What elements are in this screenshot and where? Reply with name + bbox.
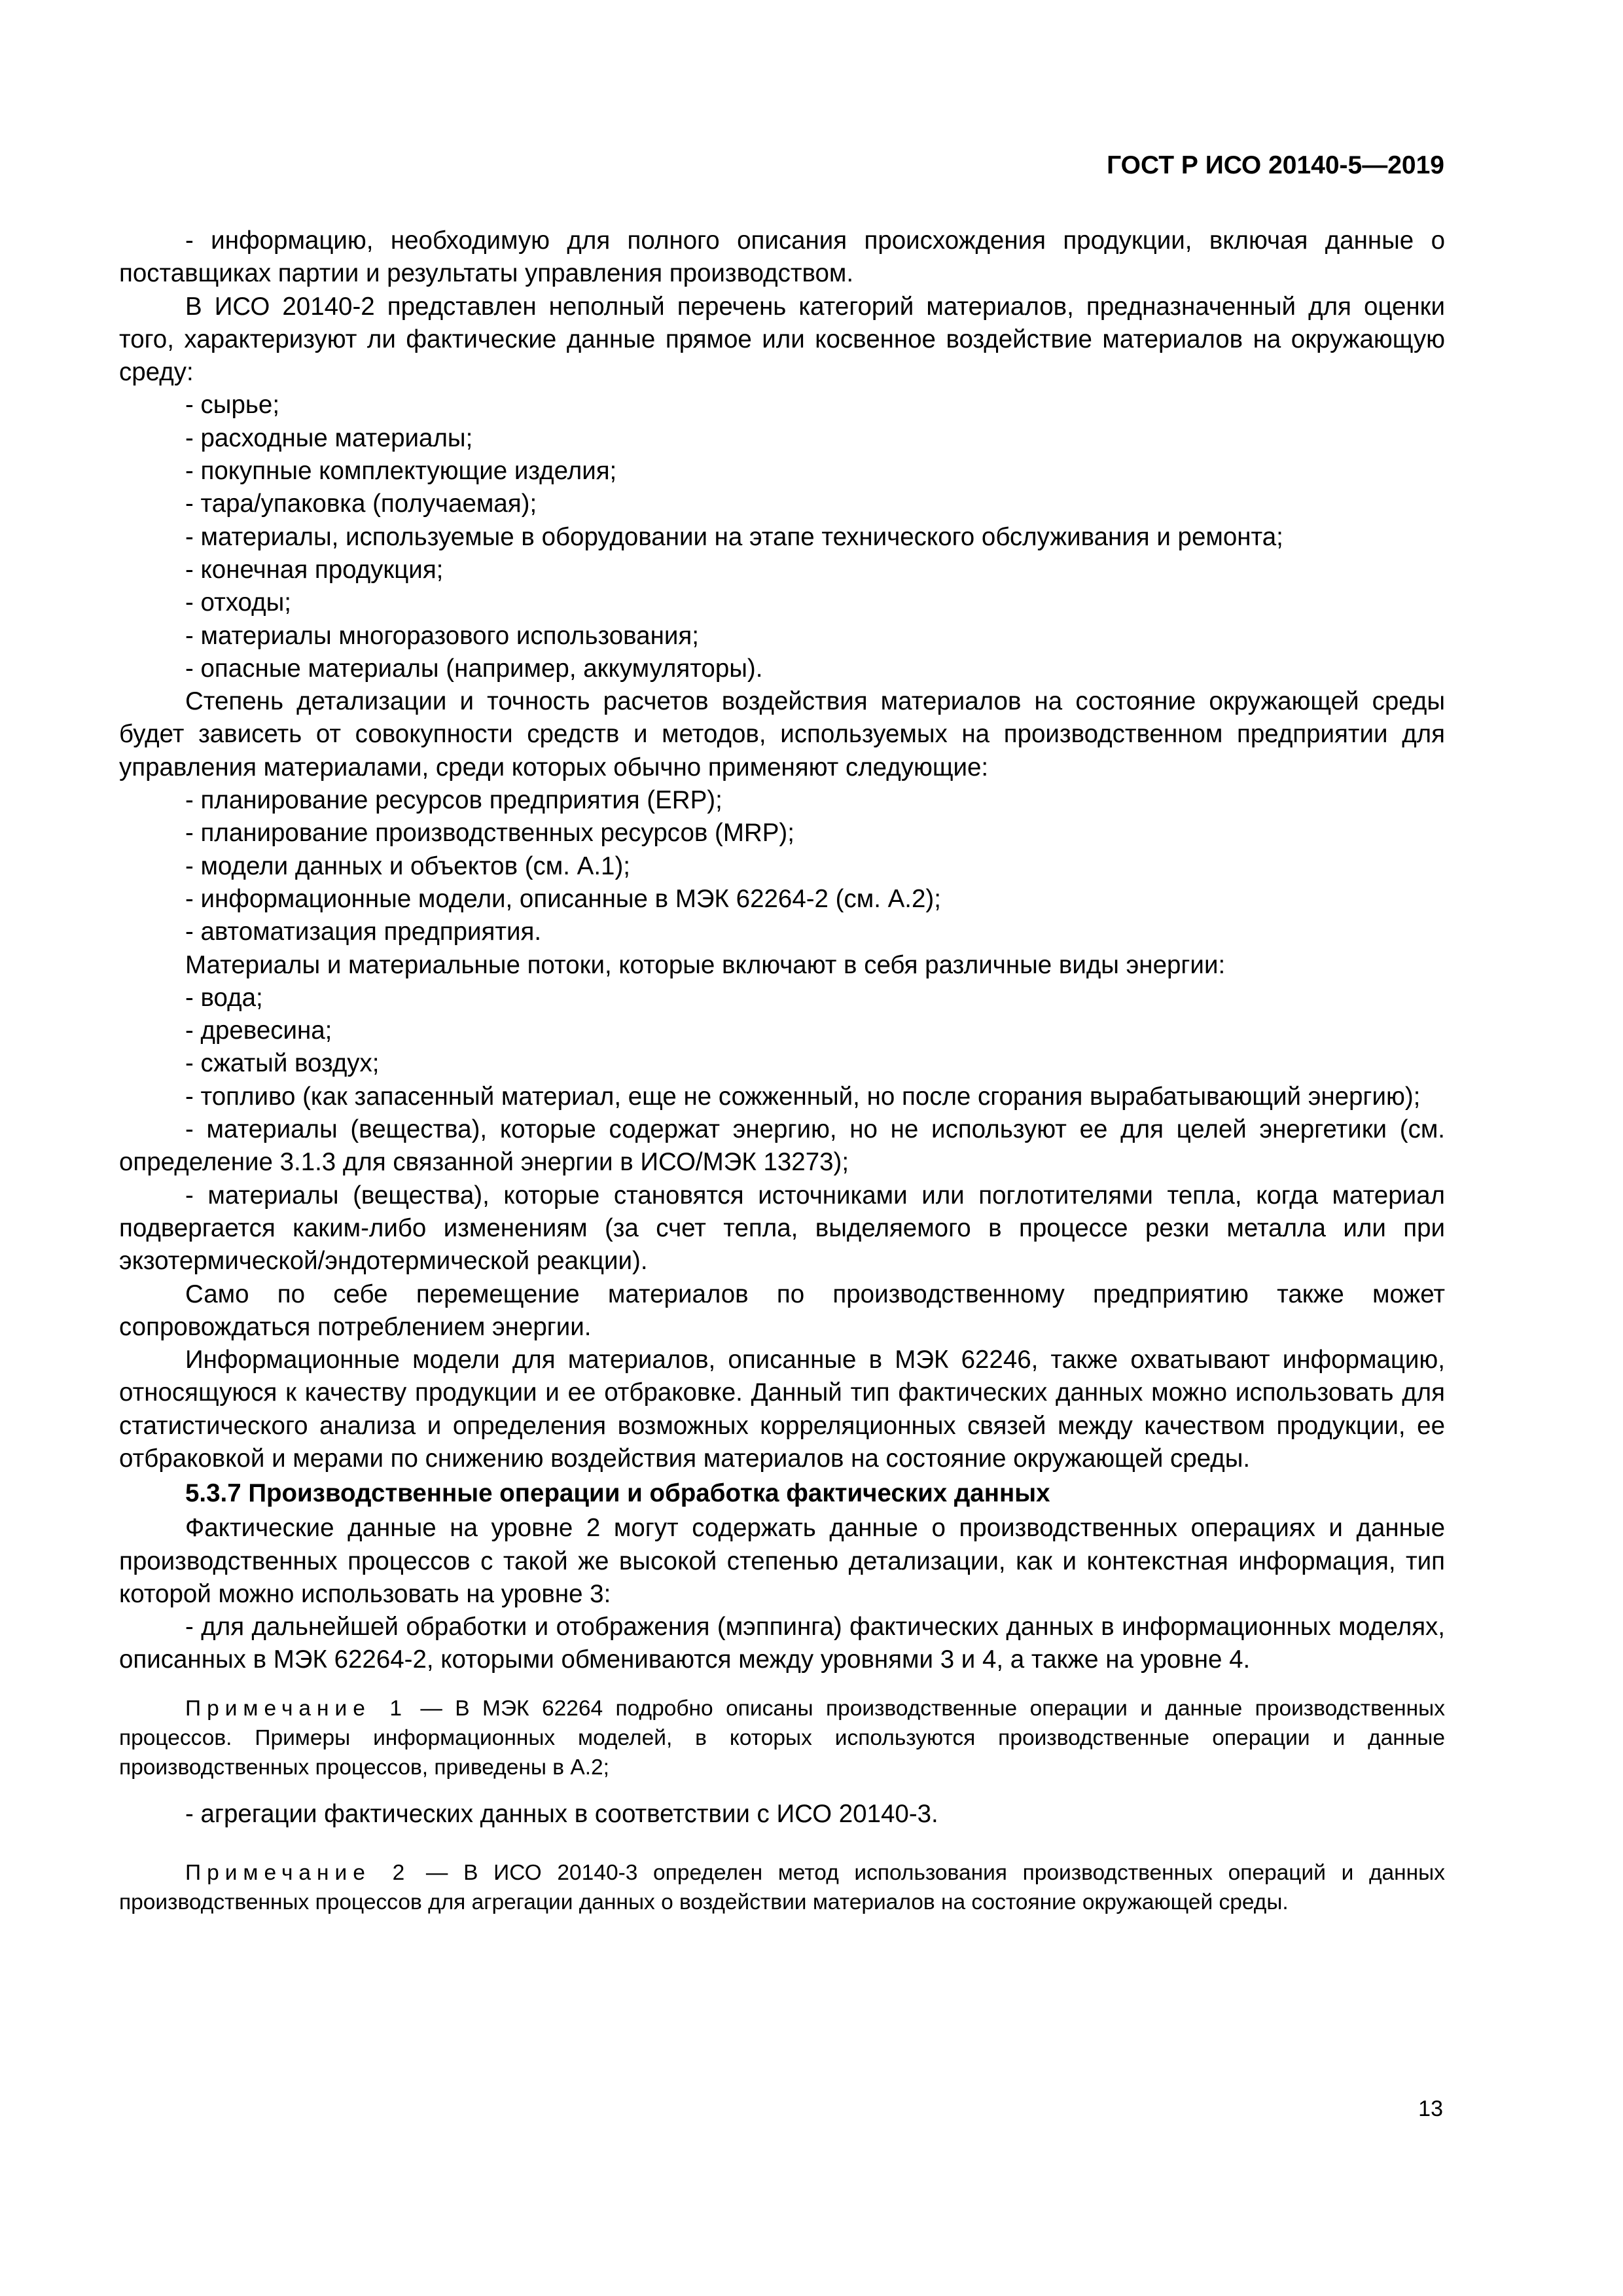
note-label: Примечание 2 [185,1861,411,1886]
page-number: 13 [1418,2096,1443,2121]
list-item: - модели данных и объектов (см. А.1); [185,852,630,880]
paragraph: Информационные модели для материалов, описанные в МЭК 62246, также охватывают информацию, относящуюся к качеству продукции и ее отбраковке. Данный тип фактических данных можно использовать для статистического анализа и определения возможных корреляционных связей между качеством продукции, ее отбраковкой и мерами по снижению воздействия материалов на состояние окружающей среды. [119,1346,1445,1473]
note-1 [119,1694,1445,1782]
paragraph: - информацию, необходимую для полного описания происхождения продукции, включая данные о поставщиках партии и результаты управления производством. [119,226,1445,288]
document-code: ГОСТ Р ИСО 20140-5—2019 [1107,151,1444,179]
list-item: - отходы; [185,588,291,617]
paragraph: Степень детализации и точность расчетов воздействия материалов на состояние окружающей среды будет зависеть от совокупности средств и методов, используемых на производственном предприятии для управления материалами, среди которых обычно применяют следующие: [119,687,1445,781]
list-item: - планирование производственных ресурсов (MRP); [185,819,794,848]
note-label: Примечание 1 [185,1696,408,1721]
list-item: - материалы, используемые в оборудовании на этапе технического обслуживания и ремонта; [185,522,1283,551]
list-item: - сжатый воздух; [185,1049,380,1078]
list-item: - расходные материалы; [185,423,473,452]
body-text [119,224,1445,1917]
list-item: - агрегации фактических данных в соответствии с ИСО 20140-3. [185,1799,938,1828]
paragraph: Фактические данные на уровне 2 могут содержать данные о производственных операциях и данные производственных процессов с такой же высокой степенью детализации, как и контекстная информация, тип которой можно использовать на уровне 3: [119,1514,1445,1608]
list-item: - материалы (вещества), которые становятся источниками или поглотителями тепла, когда материал подвергается каким-либо изменениям (за счет тепла, выделяемого в процессе резки металла или при экзотермической/эндотермической реакции). [119,1181,1445,1276]
list-item: - планирование ресурсов предприятия (ERP); [185,786,722,815]
list-item: - конечная продукция; [185,555,444,584]
paragraph: В ИСО 20140-2 представлен неполный перечень категорий материалов, предназначенный для оценки того, характеризуют ли фактические данные прямое или косвенное воздействие материалов на окружающую среду: [119,292,1445,387]
list-item: - древесина; [185,1016,332,1045]
list-item: - материалы многоразового использования; [185,621,699,650]
note-text: — В МЭК 62264 подробно описаны производственные операции и данные производственных процессов. Примеры информационных моделей, в которых используются производственные операции и данные производственных процессов, приведены в А.2; [119,1696,1445,1780]
list-item: - материалы (вещества), которые содержат энергию, но не используют ее для целей энергетики (см. определение 3.1.3 для связанной энергии в ИСО/МЭК 13273); [119,1115,1445,1177]
note-text: — В ИСО 20140-3 определен метод использования производственных операций и данных производственных процессов для агрегации данных о воздействии материалов на состояние окружающей среды. [119,1861,1446,1915]
list-item: - опасные материалы (например, аккумуляторы). [185,654,763,683]
list-item: - сырье; [185,391,280,420]
list-item: - вода; [185,983,263,1012]
list-item: - топливо (как запасенный материал, еще не сожженный, но после сгорания вырабатывающий энергию); [185,1082,1421,1111]
list-item: - покупные комплектующие изделия; [185,457,617,486]
paragraph: - для дальнейшей обработки и отображения (мэппинга) фактических данных в информационных моделях, описанных в МЭК 62264-2, которыми обмениваются между уровнями 3 и 4, а также на уровне 4. [119,1613,1445,1674]
list-item: - автоматизация предприятия. [185,918,542,946]
note-2 [119,1858,1445,1917]
section-heading: 5.3.7 Производственные операции и обработка фактических данных [185,1479,1050,1508]
paragraph: Само по себе перемещение материалов по производственному предприятию также может сопровождаться потреблением энергии. [119,1280,1445,1341]
paragraph: Материалы и материальные потоки, которые включают в себя различные виды энергии: [185,950,1226,979]
list-item: - тара/упаковка (получаемая); [185,490,537,518]
list-item: - информационные модели, описанные в МЭК 62264-2 (см. А.2); [185,884,941,913]
